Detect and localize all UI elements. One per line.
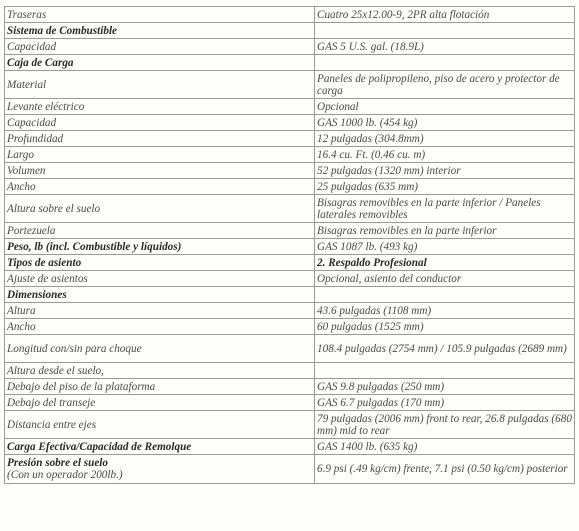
table-row [5, 363, 575, 379]
table-row [5, 223, 575, 239]
table-row [5, 7, 575, 23]
row-label: Altura desde el suelo, [5, 363, 315, 379]
section-row [5, 287, 575, 303]
row-value: 25 pulgadas (635 mm) [315, 179, 575, 195]
row-value: 12 pulgadas (304.8mm) [315, 131, 575, 147]
table-row [5, 411, 575, 439]
spec-table [4, 6, 575, 484]
row-value: GAS 1400 lb. (635 kg) [315, 439, 575, 455]
table-row [5, 99, 575, 115]
row-label: Ajuste de asientos [5, 271, 315, 287]
table-row [5, 195, 575, 223]
row-label: Levante eléctrico [5, 99, 315, 115]
table-row [5, 455, 575, 484]
table-row [5, 239, 575, 255]
row-label: Distancia entre ejes [5, 411, 315, 439]
row-label [5, 455, 315, 484]
table-row [5, 271, 575, 287]
table-row [5, 395, 575, 411]
row-value [315, 23, 575, 39]
row-label: Carga Efectiva/Capacidad de Remolque [5, 439, 315, 455]
row-label: Ancho [5, 179, 315, 195]
row-value: 6.9 psi (.49 kg/cm) frente, 7.1 psi (0.50 kg/cm) posterior [315, 455, 575, 484]
table-row [5, 39, 575, 55]
section-heading: Dimensiones [5, 287, 315, 303]
row-value: 52 pulgadas (1320 mm) interior [315, 163, 575, 179]
table-row [5, 163, 575, 179]
row-label: Altura [5, 303, 315, 319]
section-row [5, 23, 575, 39]
row-value: GAS 9.8 pulgadas (250 mm) [315, 379, 575, 395]
row-label: Longitud con/sin para choque [5, 335, 315, 363]
table-row [5, 303, 575, 319]
table-row [5, 379, 575, 395]
row-label: Ancho [5, 319, 315, 335]
row-label: Capacidad [5, 39, 315, 55]
row-label: Volumen [5, 163, 315, 179]
table-row [5, 335, 575, 363]
table-row [5, 71, 575, 99]
row-value: GAS 5 U.S. gal. (18.9L) [315, 39, 575, 55]
row-value [315, 363, 575, 379]
row-value: 2. Respaldo Profesional [315, 255, 575, 271]
row-value: GAS 1000 lb. (454 kg) [315, 115, 575, 131]
row-value: Bisagras removibles en la parte inferior [315, 223, 575, 239]
pressure-sublabel: (Con un operador 200lb.) [7, 469, 123, 481]
row-value: GAS 6.7 pulgadas (170 mm) [315, 395, 575, 411]
row-value: Opcional [315, 99, 575, 115]
row-value: Opcional, asiento del conductor [315, 271, 575, 287]
section-heading: Sistema de Combustible [5, 23, 315, 39]
table-row [5, 319, 575, 335]
pressure-label: Presión sobre el suelo [7, 457, 108, 469]
table-row [5, 147, 575, 163]
row-label: Material [5, 71, 315, 99]
row-label: Debajo del piso de la plataforma [5, 379, 315, 395]
row-label: Profundidad [5, 131, 315, 147]
row-label: Debajo del transeje [5, 395, 315, 411]
row-value: 60 pulgadas (1525 mm) [315, 319, 575, 335]
table-row [5, 255, 575, 271]
row-label: Altura sobre el suelo [5, 195, 315, 223]
row-value [315, 55, 575, 71]
section-row [5, 55, 575, 71]
table-row [5, 115, 575, 131]
table-row [5, 439, 575, 455]
row-value: Paneles de polipropileno, piso de acero y protector de carga [315, 71, 575, 99]
table-row [5, 179, 575, 195]
row-value: Cuatro 25x12.00-9, 2PR alta flotación [315, 7, 575, 23]
row-label: Capacidad [5, 115, 315, 131]
row-value: 16.4 cu. Ft. (0.46 cu. m) [315, 147, 575, 163]
row-value: 108.4 pulgadas (2754 mm) / 105.9 pulgadas (2689 mm) [315, 335, 575, 363]
row-value: 43.6 pulgadas (1108 mm) [315, 303, 575, 319]
row-value: Bisagras removibles en la parte inferior / Paneles laterales removibles [315, 195, 575, 223]
table-row [5, 131, 575, 147]
row-label: Peso, lb (incl. Combustible y líquidos) [5, 239, 315, 255]
row-label: Portezuela [5, 223, 315, 239]
section-heading: Caja de Carga [5, 55, 315, 71]
row-label: Traseras [5, 7, 315, 23]
row-label: Largo [5, 147, 315, 163]
row-value [315, 287, 575, 303]
row-value: GAS 1087 lb. (493 kg) [315, 239, 575, 255]
row-value: 79 pulgadas (2006 mm) front to rear, 26.8 pulgadas (680 mm) mid to rear [315, 411, 575, 439]
row-label: Tipos de asiento [5, 255, 315, 271]
